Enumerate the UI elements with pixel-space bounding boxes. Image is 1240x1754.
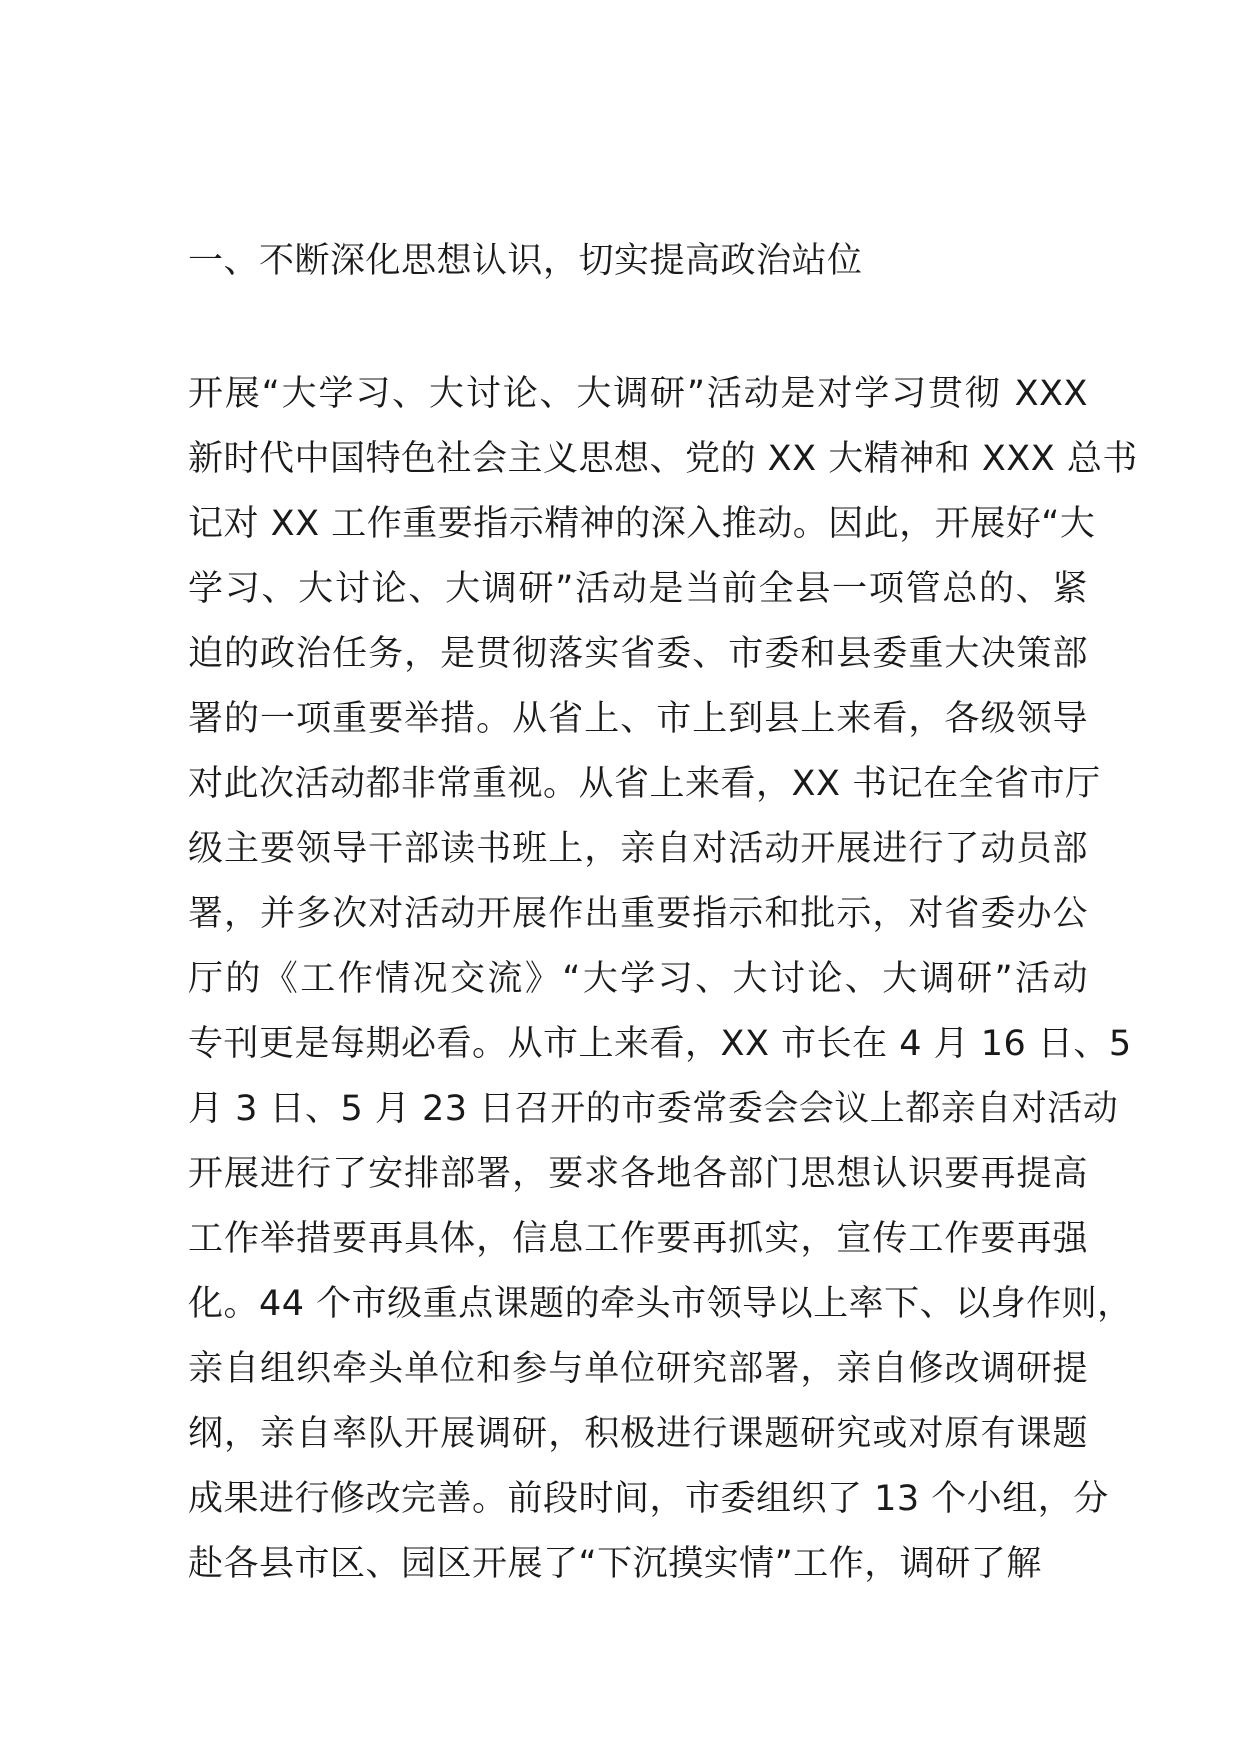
paragraph-line: 级主要领导干部读书班上，亲自对活动开展进行了动员部 — [188, 829, 1088, 869]
paragraph-line: 学习、大讨论、大调研”活动是当前全县一项管总的、紧 — [188, 569, 1088, 609]
paragraph-line: 成果进行修改完善。前段时间，市委组织了 13 个小组，分 — [188, 1479, 1109, 1519]
paragraph-line: 工作举措要再具体，信息工作要再抓实，宣传工作要再强 — [188, 1219, 1088, 1259]
paragraph-line: 专刊更是每期必看。从市上来看，XX 市长在 4 月 16 日、5 — [188, 1024, 1132, 1064]
section-heading: 一、不断深化思想认识，切实提高政治站位 — [188, 241, 863, 281]
paragraph-line: 月 3 日、5 月 23 日召开的市委常委会会议上都亲自对活动 — [188, 1089, 1119, 1129]
paragraph-line: 记对 XX 工作重要指示精神的深入推动。因此，开展好“大 — [188, 504, 1096, 544]
paragraph-line: 署的一项重要举措。从省上、市上到县上来看，各级领导 — [188, 699, 1088, 739]
paragraph-line: 迫的政治任务，是贯彻落实省委、市委和县委重大决策部 — [188, 634, 1088, 674]
paragraph-line: 开展进行了安排部署，要求各地各部门思想认识要再提高 — [188, 1154, 1088, 1194]
paragraph-line: 对此次活动都非常重视。从省上来看，XX 书记在全省市厅 — [188, 764, 1101, 804]
paragraph-line: 署，并多次对活动开展作出重要指示和批示，对省委办公 — [188, 894, 1088, 934]
paragraph-line: 亲自组织牵头单位和参与单位研究部署，亲自修改调研提 — [188, 1349, 1088, 1389]
paragraph-line: 纲，亲自率队开展调研，积极进行课题研究或对原有课题 — [188, 1414, 1088, 1454]
body-paragraph — [188, 369, 1138, 1604]
paragraph-line: 新时代中国特色社会主义思想、党的 XX 大精神和 XXX 总书 — [188, 439, 1138, 479]
paragraph-line: 赴各县市区、园区开展了“下沉摸实情”工作，调研了解 — [188, 1544, 1042, 1584]
paragraph-line: 开展“大学习、大讨论、大调研”活动是对学习贯彻 XXX — [188, 374, 1088, 414]
paragraph-line: 厅的《工作情况交流》“大学习、大讨论、大调研”活动 — [188, 959, 1088, 999]
paragraph-line: 化。44 个市级重点课题的牵头市领导以上率下、以身作则， — [188, 1284, 1133, 1324]
